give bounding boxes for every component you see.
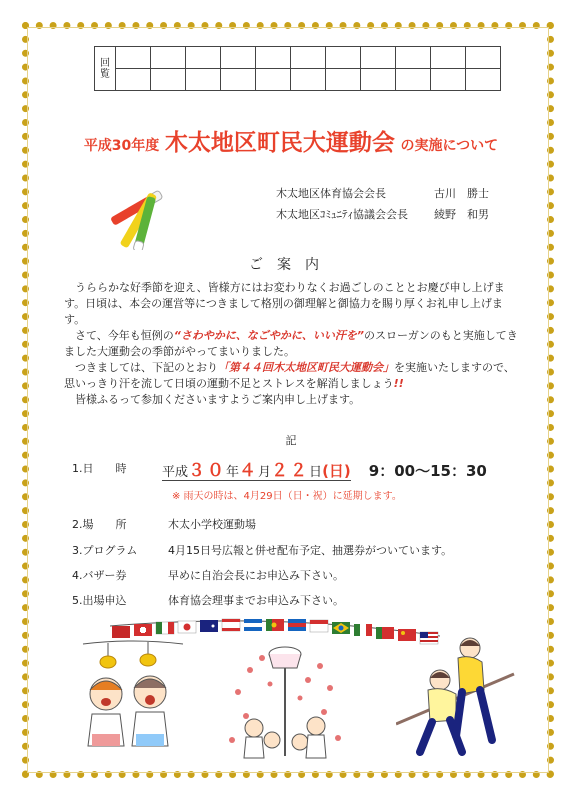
stamp-cell [151,47,186,69]
stamp-cell [291,69,326,91]
ball-toss-basket [220,640,350,760]
batons-icon [104,180,176,250]
section-heading: ご案内 [249,257,333,273]
title-year: 平成30年度 [83,138,160,154]
stamp-cell [396,69,431,91]
stamp-cell [151,69,186,91]
circulation-label: 回 覧 [95,47,116,91]
bread-eating-race [78,638,188,748]
stamp-cell [361,69,396,91]
stamp-cell [396,47,431,69]
title-main: 木太地区町民大運動会 [164,130,395,156]
stamp-cell [466,47,501,69]
stamp-cell [116,69,151,91]
stamp-cell [361,47,396,69]
stamp-cell [431,69,466,91]
intro-text: うららかな好季節を迎え、皆様方にはお変わりなくお過ごしのこととお慶び申し上げます。日頃は、本会の運営等につきまして格別の御理解と御協力を賜り厚くお礼申し上げます。 さて、今年も恒例の“さわやかに、なごやかに、いい汗を”のスローガンのもと実施してきました大運動会の季節がやってまいりました。 つきましては、下記のとおり「第４４回木太地区町民大運動会」を実施いたしますので、思いっきり汗を流して日頃の運動不足とストレスを解消しましょう!! 皆様ふるって参加くださいますようご案内申し上げます。 [64,281,518,406]
stamp-cell [221,69,256,91]
stamp-cell [186,69,221,91]
title-suffix: の実施について [400,138,499,154]
bazaar-row: 4.バザー券 早めに自治会長にお申込み下さい。 [72,569,344,582]
event-date: 平成３０年４月２２日(日) 9：00〜15：30 [162,461,487,481]
program-row: 3.プログラム 4月15日号広報と併せ配布予定、抽選券がついています。 [72,544,453,557]
rain-note: ※ 雨天の時は、4月29日（日・祝）に延期します。 [172,491,402,502]
organizer-row-1: 木太地区体育協会会長 古川 勝士 [276,187,489,200]
stamp-cell [186,47,221,69]
stamp-cell [466,69,501,91]
stamp-cell [326,47,361,69]
circulation-stamp-table [94,46,501,91]
ki-marker: 記 [285,434,297,447]
slogan: “さわやかに、なごやかに、いい汗を” [173,329,364,342]
page-title [0,124,582,157]
stamp-cell [431,47,466,69]
stamp-cell [256,47,291,69]
organizer-row-2: 木太地区ｺﾐｭﾆﾃｨ協議会会長 綾野 和男 [276,208,489,221]
entry-row: 5.出場申込 体育協会理事までお申込み下さい。 [72,594,344,607]
stamp-cell [256,69,291,91]
stamp-cell [326,69,361,91]
stamp-cell [116,47,151,69]
place-row: 2.場 所 木太小学校運動場 [72,518,256,531]
event-time: 9：00〜15：30 [368,462,487,480]
tug-of-war [396,628,516,756]
stamp-cell [221,47,256,69]
event-name: 「第４４回木太地区町民大運動会」 [218,361,394,374]
date-label: 1.日 時 [72,462,127,475]
stamp-cell [291,47,326,69]
